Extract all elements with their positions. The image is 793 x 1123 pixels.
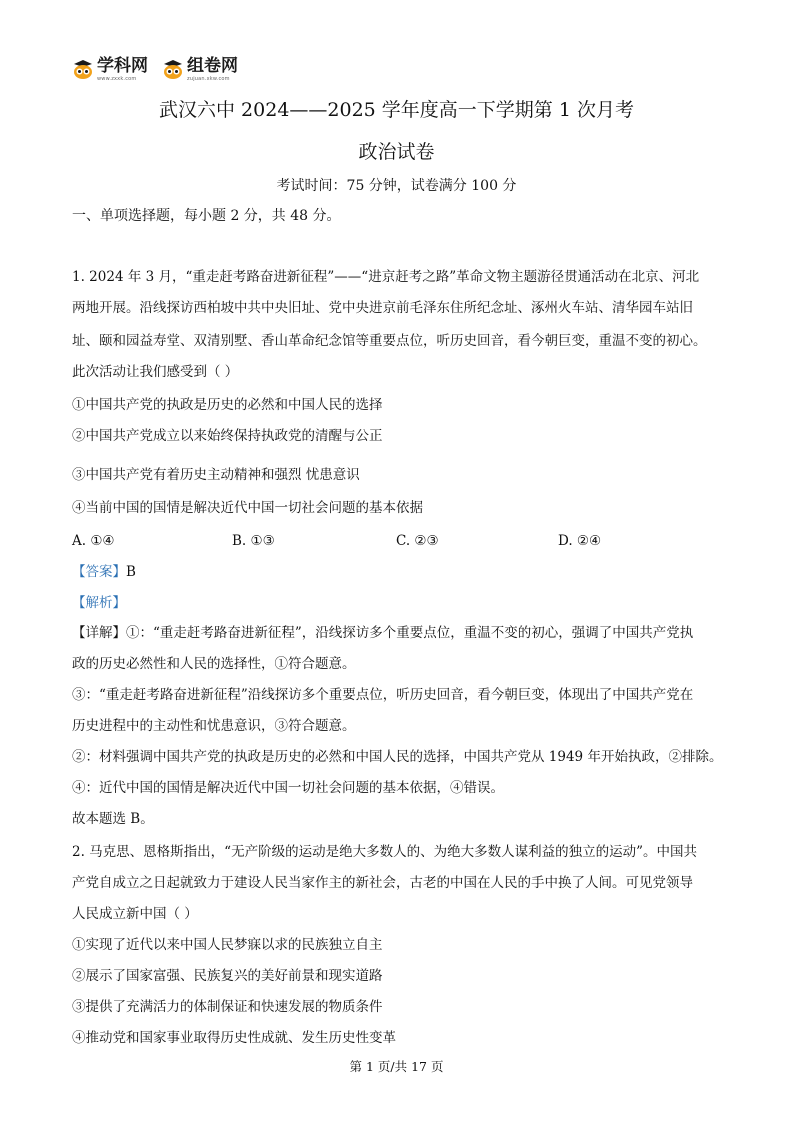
- q1-stem-line: 1. 2024 年 3 月，“重走赶考路奋进新征程”——“进京赶考之路”革命文物主题游径贯通活动在北京、河北: [72, 269, 700, 285]
- logo-bar: [72, 56, 238, 86]
- q1-explanation-line: 故本题选 B。: [72, 811, 154, 827]
- q2-statement: ④推动党和国家事业取得历史性成就、发生历史性变革: [72, 1030, 396, 1046]
- q2-statement: ②展示了国家富强、民族复兴的美好前景和现实道路: [72, 968, 383, 984]
- q1-options: [72, 532, 732, 550]
- q1-answer: [72, 563, 732, 581]
- logo-zujuanwang[interactable]: [162, 56, 238, 82]
- q1-stem-line: 址、颐和园益寿堂、双清别墅、香山革命纪念馆等重要点位，听历史回音，看今朝巨变，重温不变的初心。: [72, 333, 707, 349]
- logo-name: 组卷网: [187, 56, 238, 76]
- answer-value: B: [126, 564, 136, 580]
- owl-logo-icon: [72, 58, 94, 80]
- q2-stem-line: 产党自成立之日起就致力于建设人民当家作主的新社会，古老的中国在人民的手中换了人间。可见党领导: [72, 875, 693, 891]
- analysis-label: 【解析】: [72, 595, 126, 611]
- q1-explanation-line: ②：材料强调中国共产党的执政是历史的必然和中国人民的选择，中国共产党从 1949 年开始执政，②排除。: [72, 749, 723, 765]
- page-indicator: 第 1 页/共 17 页: [349, 1059, 444, 1074]
- q1-option-b[interactable]: B. ①③: [232, 533, 275, 549]
- q1-option-d[interactable]: D. ②④: [558, 533, 602, 549]
- exam-subtitle: 政治试卷: [358, 141, 435, 163]
- q2-stem-line: 人民成立新中国（ ）: [72, 906, 198, 922]
- section-heading: 一、单项选择题，每小题 2 分，共 48 分。: [72, 208, 341, 224]
- logo-name: 学科网: [97, 56, 148, 76]
- owl-logo-icon: [162, 58, 184, 80]
- logo-url: www.zxxk.com: [97, 76, 137, 82]
- answer-label: 【答案】: [72, 564, 126, 580]
- q1-stem-line: 此次活动让我们感受到（ ）: [72, 364, 239, 380]
- q1-explanation-line: ③：“重走赶考路奋进新征程”沿线探访多个重要点位，听历史回音，看今朝巨变，体现出了中国共产党在: [72, 687, 694, 703]
- q2-statement: ①实现了近代以来中国人民梦寐以求的民族独立自主: [72, 937, 383, 953]
- q1-explanation-line: 【详解】①：“重走赶考路奋进新征程”，沿线探访多个重要点位，重温不变的初心，强调了中国共产党执: [72, 625, 694, 641]
- q1-explanation-line: ④：近代中国的国情是解决近代中国一切社会问题的基本依据，④错误。: [72, 780, 504, 796]
- exam-title: 武汉六中 2024——2025 学年度高一下学期第 1 次月考: [159, 99, 634, 121]
- logo-url: zujuan.xkw.com: [187, 76, 230, 82]
- q1-stem-line: 两地开展。沿线探访西柏坡中共中央旧址、党中央进京前毛泽东住所纪念址、涿州火车站、清华园车站旧: [72, 300, 693, 316]
- q1-option-a[interactable]: A. ①④: [72, 533, 115, 549]
- q1-statement: ②中国共产党成立以来始终保持执政党的清醒与公正: [72, 428, 383, 444]
- exam-info: 考试时间：75 分钟，试卷满分 100 分: [276, 178, 517, 194]
- q1-explanation-line: 历史进程中的主动性和忧患意识，③符合题意。: [72, 718, 356, 734]
- q1-option-c[interactable]: C. ②③: [396, 533, 439, 549]
- q1-explanation-line: 政的历史必然性和人民的选择性，①符合题意。: [72, 656, 356, 672]
- logo-xuekewang[interactable]: [72, 56, 148, 82]
- q1-statement: ①中国共产党的执政是历史的必然和中国人民的选择: [72, 397, 383, 413]
- q1-statement: ③中国共产党有着历史主动精神和强烈 忧患意识: [72, 467, 360, 483]
- q2-stem-line: 2. 马克思、恩格斯指出，“无产阶级的运动是绝大多数人的、为绝大多数人谋利益的独立的运动”。中国共: [72, 844, 697, 860]
- q2-statement: ③提供了充满活力的体制保证和快速发展的物质条件: [72, 999, 383, 1015]
- q1-statement: ④当前中国的国情是解决近代中国一切社会问题的基本依据: [72, 500, 423, 516]
